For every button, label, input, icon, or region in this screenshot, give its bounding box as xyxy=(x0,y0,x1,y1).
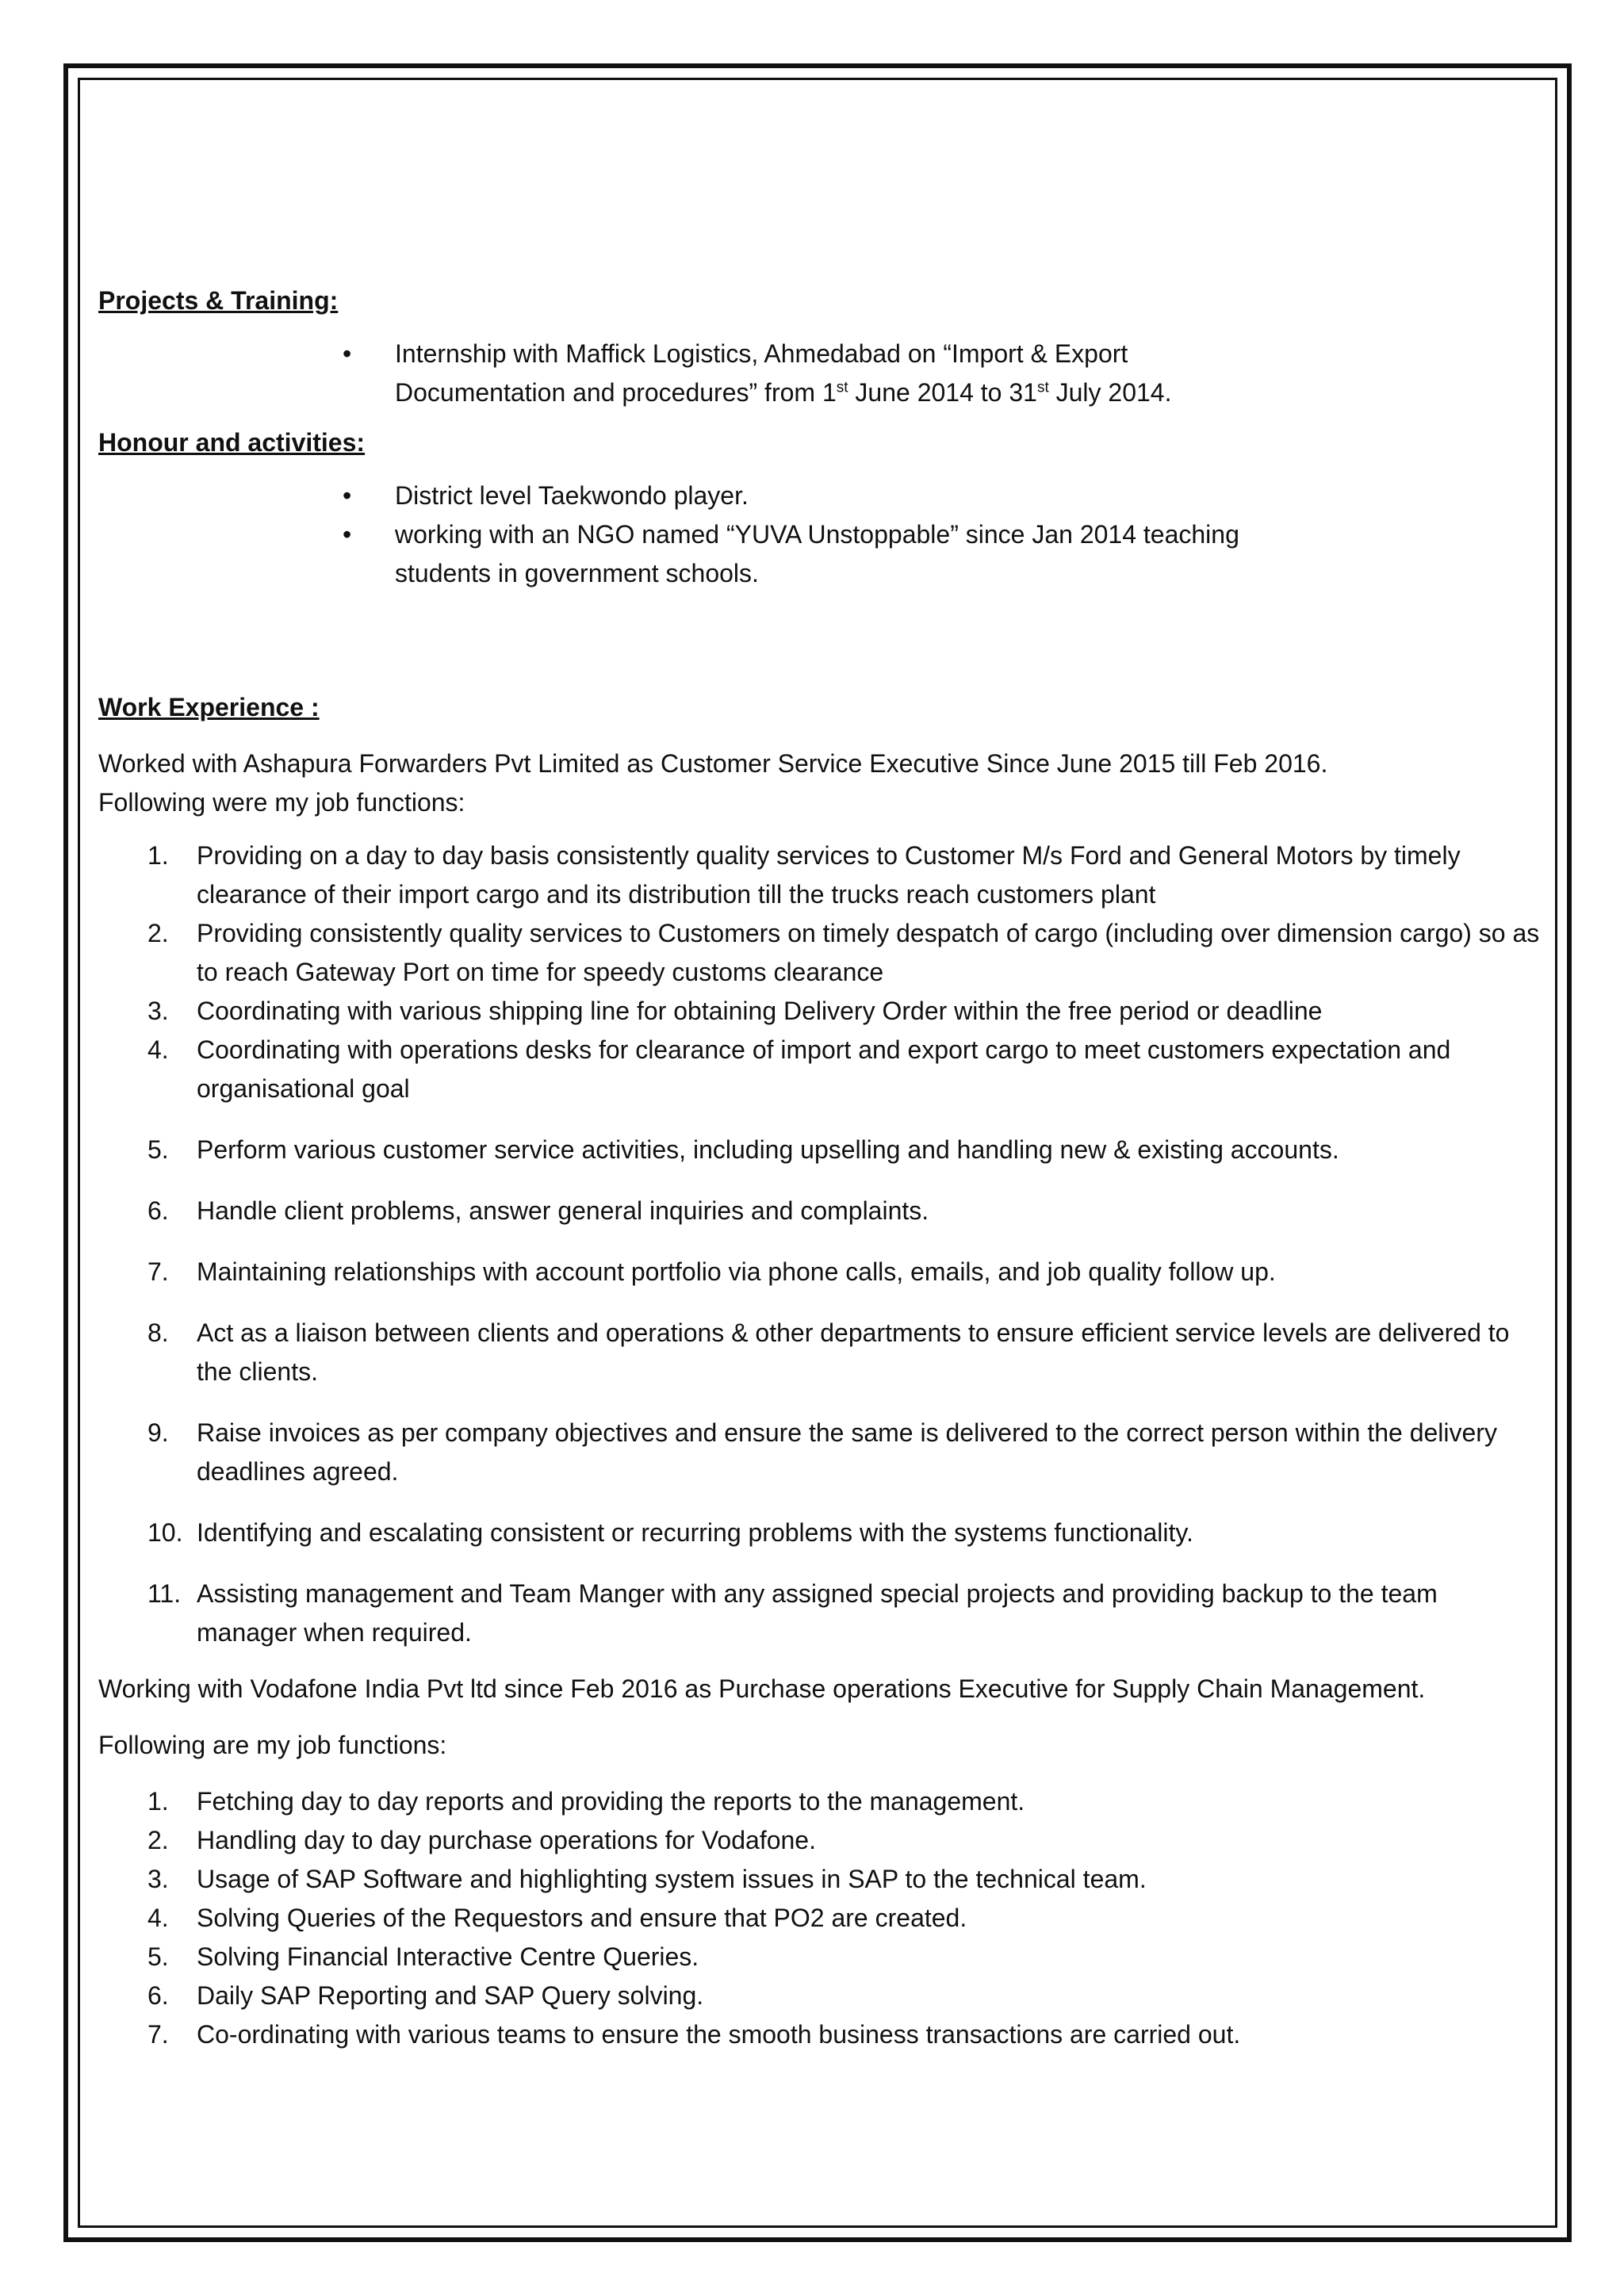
job1-duty: 7. Maintaining relationships with account portfolio via phone calls, emails, and job quality follow up. xyxy=(147,1257,1276,1286)
job2-duty: 1. Fetching day to day reports and providing the reports to the management. xyxy=(147,1787,1025,1816)
projects-heading: Projects & Training: xyxy=(98,286,339,315)
honours-heading: Honour and activities: xyxy=(98,428,366,457)
honours-item-text: working with an NGO named “YUVA Unstoppable” since Jan 2014 teaching students in government schools. xyxy=(395,520,1239,587)
job1-duty: 9. Raise invoices as per company objectives and ensure the same is delivered to the correct person within the delivery deadlines agreed. xyxy=(147,1418,1497,1486)
job2-duty: 3. Usage of SAP Software and highlighting system issues in SAP to the technical team. xyxy=(147,1865,1147,1893)
job1-duty: 8. Act as a liaison between clients and operations & other departments to ensure efficient service levels are delivered to the clients. xyxy=(147,1318,1510,1386)
job1-duty: 5. Perform various customer service activities, including upselling and handling new & existing accounts. xyxy=(147,1135,1339,1164)
bullet-icon: • xyxy=(343,520,352,549)
job1-intro: Worked with Ashapura Forwarders Pvt Limited as Customer Service Executive Since June 2015 till Feb 2016. xyxy=(98,749,1328,778)
job1-duty: 4. Coordinating with operations desks for clearance of import and export cargo to meet customers expectation and organisational goal xyxy=(147,1035,1451,1103)
honours-item xyxy=(98,515,1299,593)
job1-duty: 2. Providing consistently quality services to Customers on timely despatch of cargo (including over dimension cargo) so as to reach Gateway Port on time for speedy customs clearance xyxy=(147,919,1540,986)
job1-lead: Following were my job functions: xyxy=(98,788,465,817)
job2-intro: Working with Vodafone India Pvt ltd since Feb 2016 as Purchase operations Executive for Supply Chain Management. xyxy=(98,1674,1426,1703)
job1-duty: 10. Identifying and escalating consistent or recurring problems with the systems functionality. xyxy=(147,1518,1193,1547)
honours-item-text: District level Taekwondo player. xyxy=(395,481,749,510)
honours-item xyxy=(98,476,1299,515)
job1-duty: 11. Assisting management and Team Manger with any assigned special projects and providing backup to the team manager when required. xyxy=(147,1579,1438,1647)
job2-duty: 7. Co-ordinating with various teams to ensure the smooth business transactions are carried out. xyxy=(147,2020,1241,2049)
projects-list xyxy=(98,335,1542,412)
job1-duty: 3. Coordinating with various shipping line for obtaining Delivery Order within the free period or deadline xyxy=(147,997,1323,1025)
bullet-icon: • xyxy=(343,481,352,510)
job2-duty: 6. Daily SAP Reporting and SAP Query solving. xyxy=(147,1981,704,2010)
job1-duties xyxy=(98,836,1542,1652)
resume-content xyxy=(98,281,1542,2054)
work-heading: Work Experience : xyxy=(98,693,320,721)
bullet-icon: • xyxy=(343,339,352,368)
projects-item-text: Internship with Maffick Logistics, Ahmedabad on “Import & Export Documentation and procedures” from 1st June 2014 to 31st July 2014. xyxy=(395,339,1172,407)
job2-duty: 2. Handling day to day purchase operations for Vodafone. xyxy=(147,1826,816,1854)
job1-duty: 6. Handle client problems, answer general inquiries and complaints. xyxy=(147,1196,929,1225)
job1-duty: 1. Providing on a day to day basis consistently quality services to Customer M/s Ford and General Motors by timely clearance of their import cargo and its distribution till the trucks reach customers plant xyxy=(147,841,1461,909)
job2-duty: 5. Solving Financial Interactive Centre Queries. xyxy=(147,1942,699,1971)
job2-duty: 4. Solving Queries of the Requestors and ensure that PO2 are created. xyxy=(147,1904,967,1932)
honours-list xyxy=(98,476,1542,593)
job2-lead: Following are my job functions: xyxy=(98,1731,447,1759)
job2-duties xyxy=(98,1782,1542,2054)
projects-item xyxy=(98,335,1299,412)
